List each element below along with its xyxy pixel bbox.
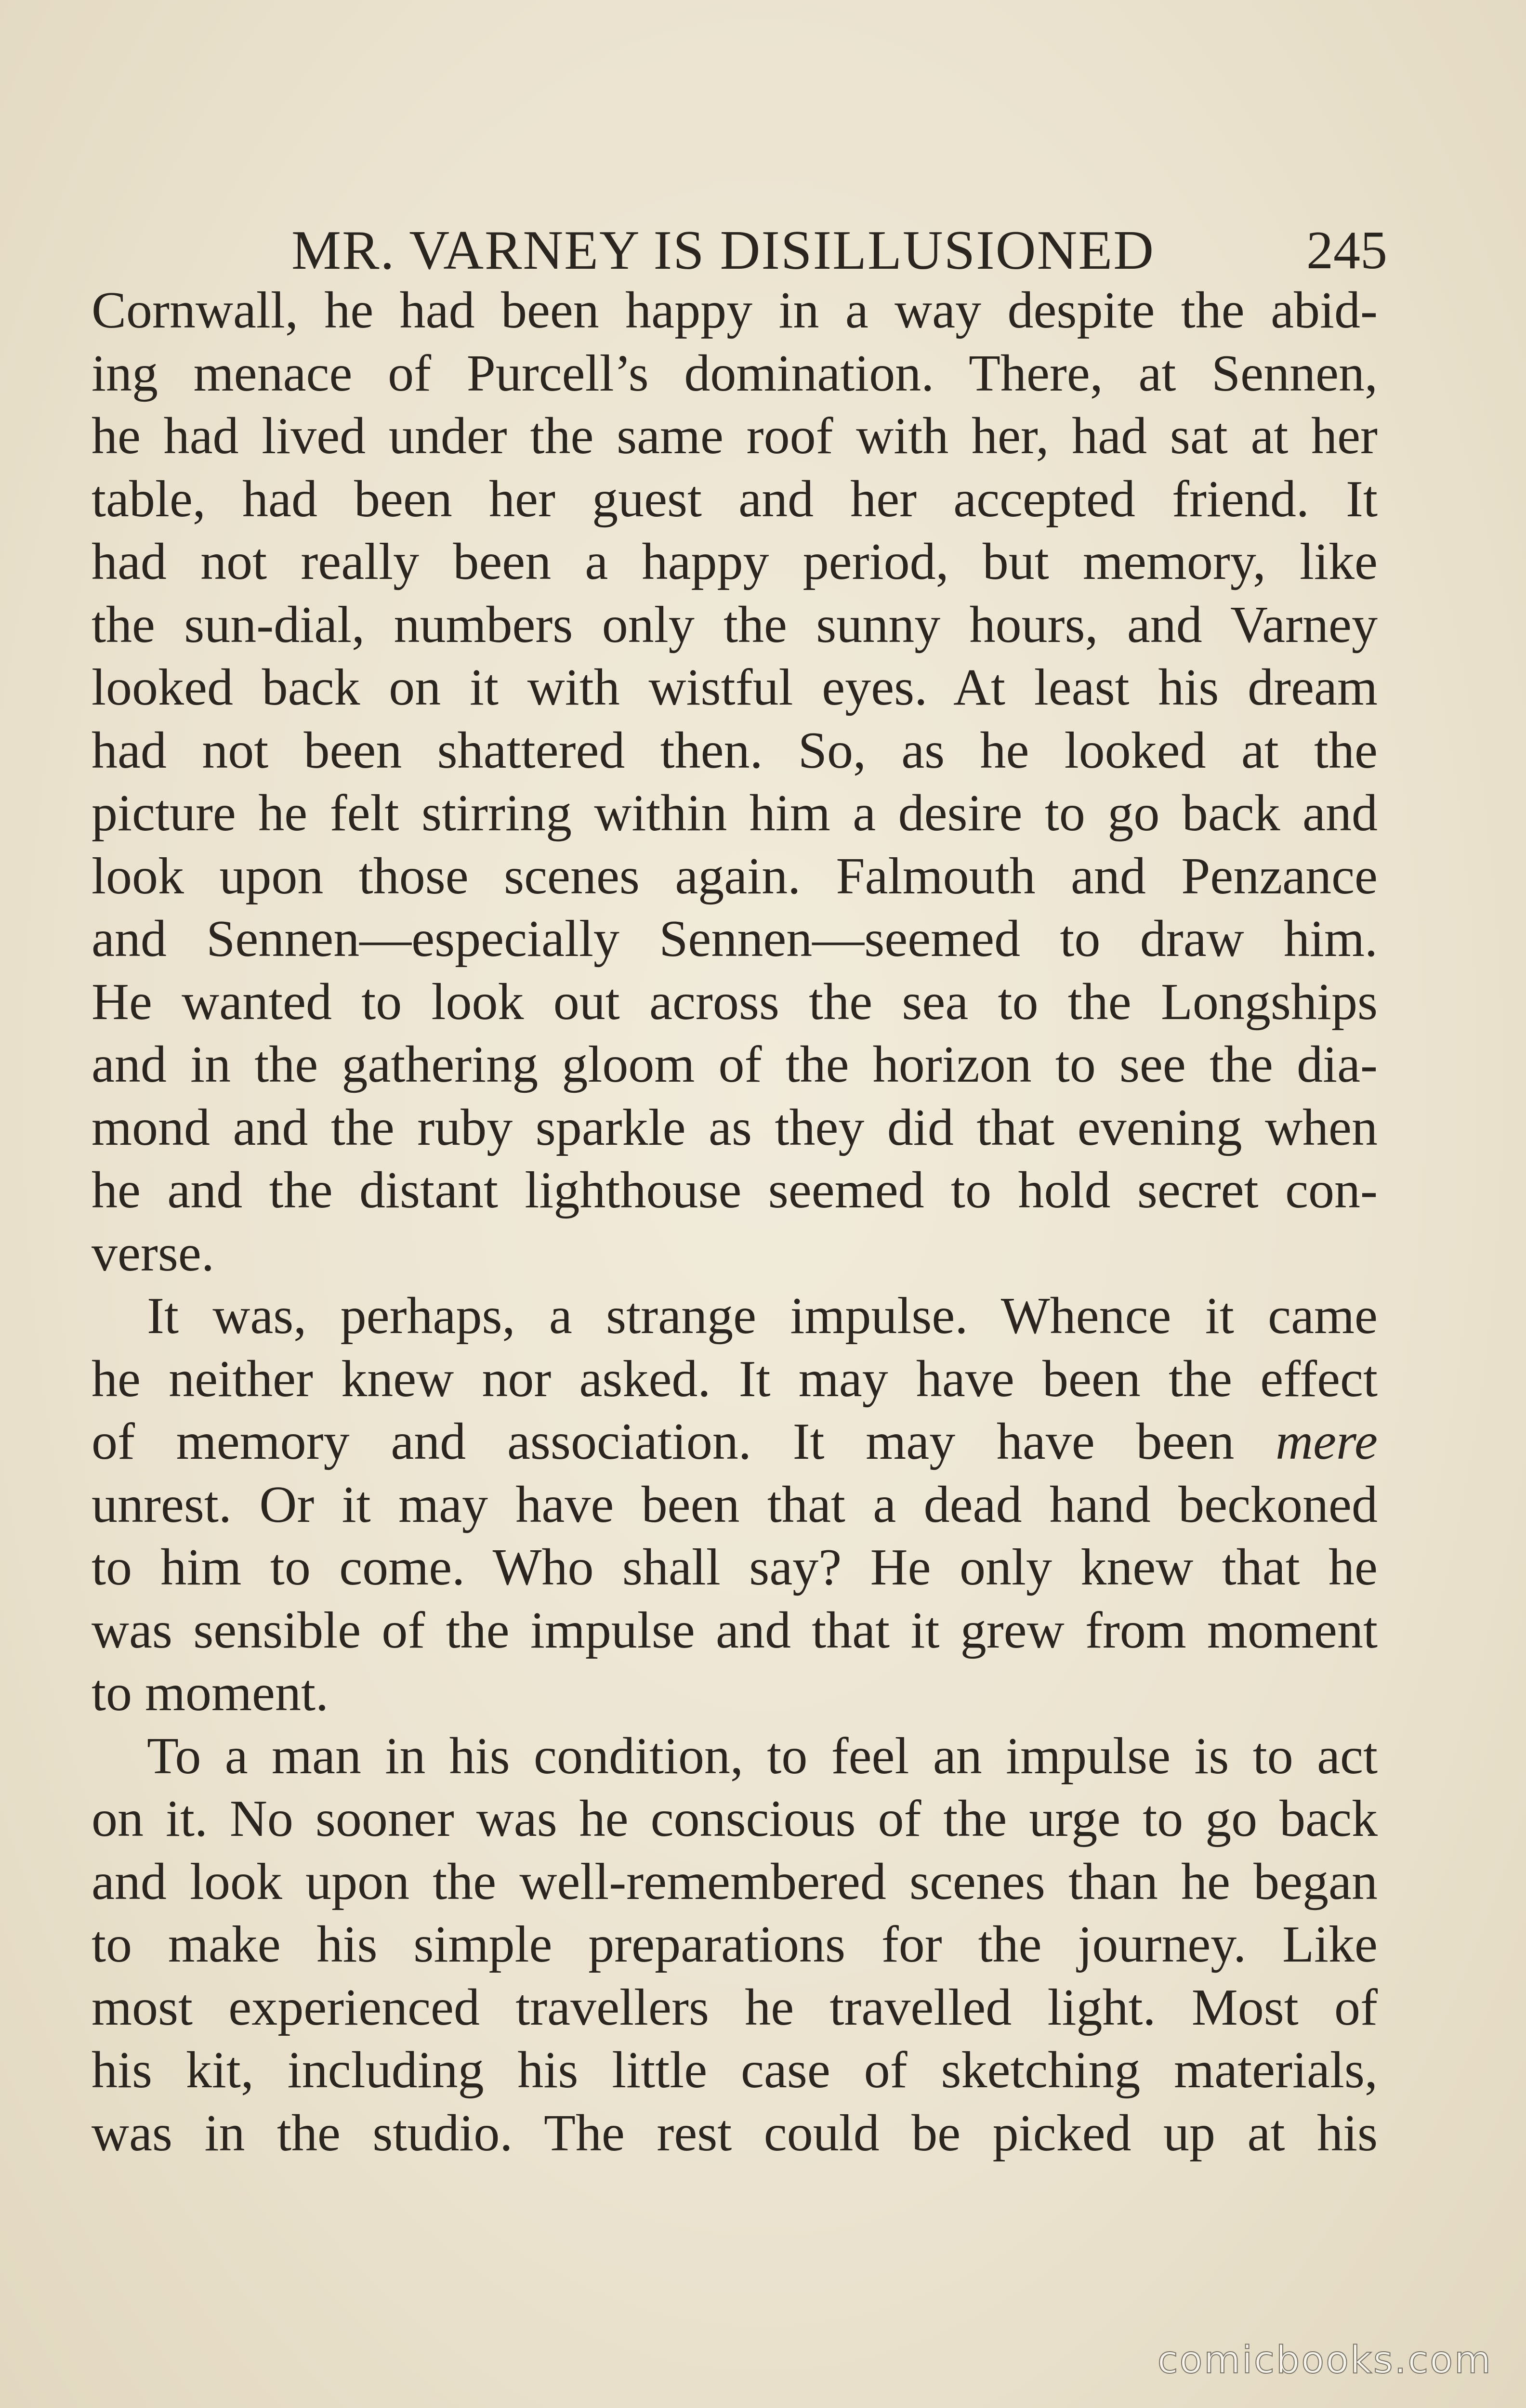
- paragraph-start-line: To a man in his condition, to feel an impulse is to act: [147, 1727, 1378, 1785]
- running-head: [87, 212, 1387, 289]
- text-line: on it. No sooner was he conscious of the urge to go back: [92, 1790, 1378, 1847]
- paragraph-start-line: It was, perhaps, a strange impulse. Whence it came: [147, 1287, 1378, 1345]
- text-line: and Sennen—especially Sennen—seemed to draw him.: [92, 910, 1378, 968]
- text-line: had not been shattered then. So, as he looked at the: [92, 721, 1378, 779]
- text-line: to him to come. Who shall say? He only knew that he: [92, 1539, 1378, 1596]
- text-line: table, had been her guest and her accepted friend. It: [92, 470, 1378, 528]
- text-line: verse.: [92, 1224, 214, 1282]
- text-line: and look upon the well-remembered scenes than he began: [92, 1853, 1378, 1911]
- text-line: to make his simple preparations for the journey. Like: [92, 1916, 1378, 1973]
- text-line: look upon those scenes again. Falmouth and Penzance: [92, 847, 1378, 905]
- text-line: ing menace of Purcell’s domination. There, at Sennen,: [92, 344, 1378, 402]
- text-line: the sun-dial, numbers only the sunny hours, and Varney: [92, 596, 1378, 654]
- page-number: 245: [1306, 221, 1387, 280]
- text-line: he and the distant lighthouse seemed to hold secret con-: [92, 1162, 1378, 1219]
- text-line: mond and the ruby sparkle as they did that evening when: [92, 1099, 1378, 1156]
- text-line: had not really been a happy period, but memory, like: [92, 533, 1378, 590]
- text-line-with-italic: [92, 1411, 1378, 1474]
- text-line: He wanted to look out across the sea to the Longships: [92, 973, 1378, 1031]
- text-line: picture he felt stirring within him a desire to go back and: [92, 785, 1378, 842]
- text-line: Cornwall, he had been happy in a way despite the abid-: [92, 282, 1378, 339]
- text-line: he had lived under the same roof with her, had sat at her: [92, 407, 1378, 465]
- italic-word: mere: [1276, 1413, 1378, 1470]
- watermark: comicbooks.com: [1157, 2339, 1492, 2382]
- text-line: was sensible of the impulse and that it grew from moment: [92, 1601, 1378, 1659]
- text-line: and in the gathering gloom of the horizon to see the dia-: [92, 1036, 1378, 1093]
- chapter-title: MR. VARNEY IS DISILLUSIONED: [291, 220, 1155, 281]
- text-line: his kit, including his little case of sketching materials,: [92, 2042, 1378, 2099]
- body-text: [92, 279, 1378, 2165]
- text-segment: of memory and association. It may have been: [92, 1413, 1235, 1470]
- text-line: was in the studio. The rest could be picked up at his: [92, 2104, 1378, 2162]
- text-line: to moment.: [92, 1664, 329, 1722]
- text-line: unrest. Or it may have been that a dead hand beckoned: [92, 1476, 1378, 1533]
- text-line: looked back on it with wistful eyes. At least his dream: [92, 659, 1378, 716]
- text-line: most experienced travellers he travelled light. Most of: [92, 1978, 1378, 2036]
- text-line: he neither knew nor asked. It may have been the effect: [92, 1350, 1378, 1408]
